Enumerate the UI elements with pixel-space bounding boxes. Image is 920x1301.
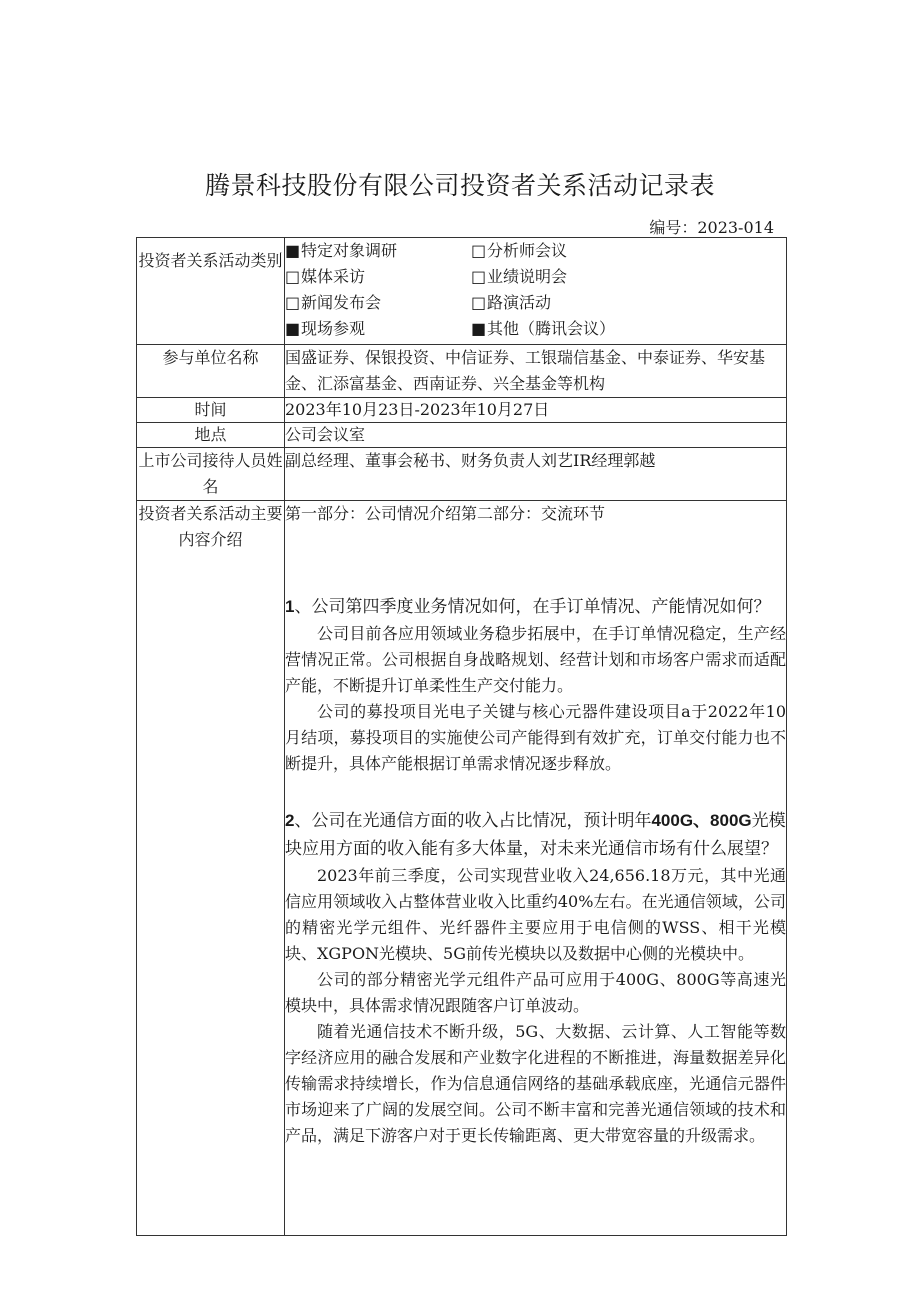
answer-2-paragraph: 2023年前三季度，公司实现营业收入24,656.18万元，其中光通信应用领域收入占整体营业收入比重约40%左右。在光通信领域，公司的精密光学元组件、光纤器件主要应用于电信侧的WSS、相干光模块、XGPON光模块、5G前传光模块以及数据中心侧的光模块中。 bbox=[285, 866, 786, 963]
checkbox-icon: □ bbox=[285, 267, 301, 286]
checkbox-checked-icon: ■ bbox=[285, 241, 301, 260]
content-intro: 第一部分：公司情况介绍第二部分：交流环节 bbox=[285, 504, 606, 523]
content-body bbox=[285, 501, 787, 1236]
activity-type-label: 投资者关系活动类别 bbox=[137, 238, 285, 345]
option-site-visit[interactable]: ■现场参观 bbox=[285, 316, 471, 342]
receptionist-label: 上市公司接待人员姓名 bbox=[137, 448, 285, 501]
location-label: 地点 bbox=[137, 423, 285, 448]
answer-2-paragraph: 随着光通信技术不断升级，5G、大数据、云计算、人工智能等数字经济应用的融合发展和产业数字化进程的不断推进，海量数据差异化传输需求持续增长，作为信息通信网络的基础承载底座，光通信元器件市场迎来了广阔的发展空间。公司不断丰富和完善光通信领域的技术和产品，满足下游客户对于更长传输距离、更大带宽容量的升级需求。 bbox=[285, 1022, 786, 1145]
document-number: 编号：2023-014 bbox=[649, 218, 774, 237]
location-value: 公司会议室 bbox=[285, 423, 787, 448]
row-location bbox=[137, 423, 787, 448]
option-media-interview[interactable]: □媒体采访 bbox=[285, 264, 471, 290]
time-value: 2023年10月23日-2023年10月27日 bbox=[285, 398, 787, 423]
checkbox-icon: □ bbox=[285, 293, 301, 312]
participants-value: 国盛证券、保银投资、中信证券、工银瑞信基金、中泰证券、华安基金、汇添富基金、西南证券、兴全基金等机构 bbox=[285, 345, 787, 398]
checkbox-icon: □ bbox=[471, 241, 487, 260]
option-earnings-call[interactable]: □业绩说明会 bbox=[471, 264, 786, 290]
answer-2-paragraph: 公司的部分精密光学元组件产品可应用于400G、800G等高速光模块中，具体需求情况跟随客户订单波动。 bbox=[285, 970, 786, 1015]
answer-1-paragraph: 公司的募投项目光电子关键与核心元器件建设项目a于2022年10月结项，募投项目的实施使公司产能得到有效扩充，订单交付能力也不断提升，具体产能根据订单需求情况逐步释放。 bbox=[285, 702, 786, 773]
row-participants bbox=[137, 345, 787, 398]
content-label: 投资者关系活动主要内容介绍 bbox=[137, 501, 285, 1236]
row-content bbox=[137, 501, 787, 1236]
row-time bbox=[137, 398, 787, 423]
record-table bbox=[136, 237, 787, 1236]
answer-1-paragraph: 公司目前各应用领域业务稳步拓展中，在手订单情况稳定，生产经营情况正常。公司根据自身战略规划、经营计划和市场客户需求而适配产能，不断提升订单柔性生产交付能力。 bbox=[285, 624, 786, 695]
question-2: 2、公司在光通信方面的收入占比情况，预计明年400G、800G光模块应用方面的收入能有多大体量，对未来光通信市场有什么展望？ bbox=[285, 811, 786, 859]
row-activity-type bbox=[137, 238, 787, 345]
document-title: 腾景科技股份有限公司投资者关系活动记录表 bbox=[204, 171, 715, 200]
option-specific-research[interactable]: ■特定对象调研 bbox=[285, 238, 471, 264]
checkbox-checked-icon: ■ bbox=[285, 319, 301, 338]
option-roadshow[interactable]: □路演活动 bbox=[471, 290, 786, 316]
checkbox-icon: □ bbox=[471, 293, 487, 312]
receptionist-value: 副总经理、董事会秘书、财务负责人刘艺IR经理郭越 bbox=[285, 448, 787, 501]
activity-type-options bbox=[285, 238, 787, 345]
checkbox-checked-icon: ■ bbox=[471, 319, 487, 338]
question-1: 1、公司第四季度业务情况如何，在手订单情况、产能情况如何？ bbox=[285, 597, 771, 617]
option-other[interactable]: ■其他（腾讯会议） bbox=[471, 316, 786, 342]
option-analyst-meeting[interactable]: □分析师会议 bbox=[471, 238, 786, 264]
participants-label: 参与单位名称 bbox=[137, 345, 285, 398]
checkbox-icon: □ bbox=[471, 267, 487, 286]
option-press-conference[interactable]: □新闻发布会 bbox=[285, 290, 471, 316]
row-receptionist bbox=[137, 448, 787, 501]
time-label: 时间 bbox=[137, 398, 285, 423]
